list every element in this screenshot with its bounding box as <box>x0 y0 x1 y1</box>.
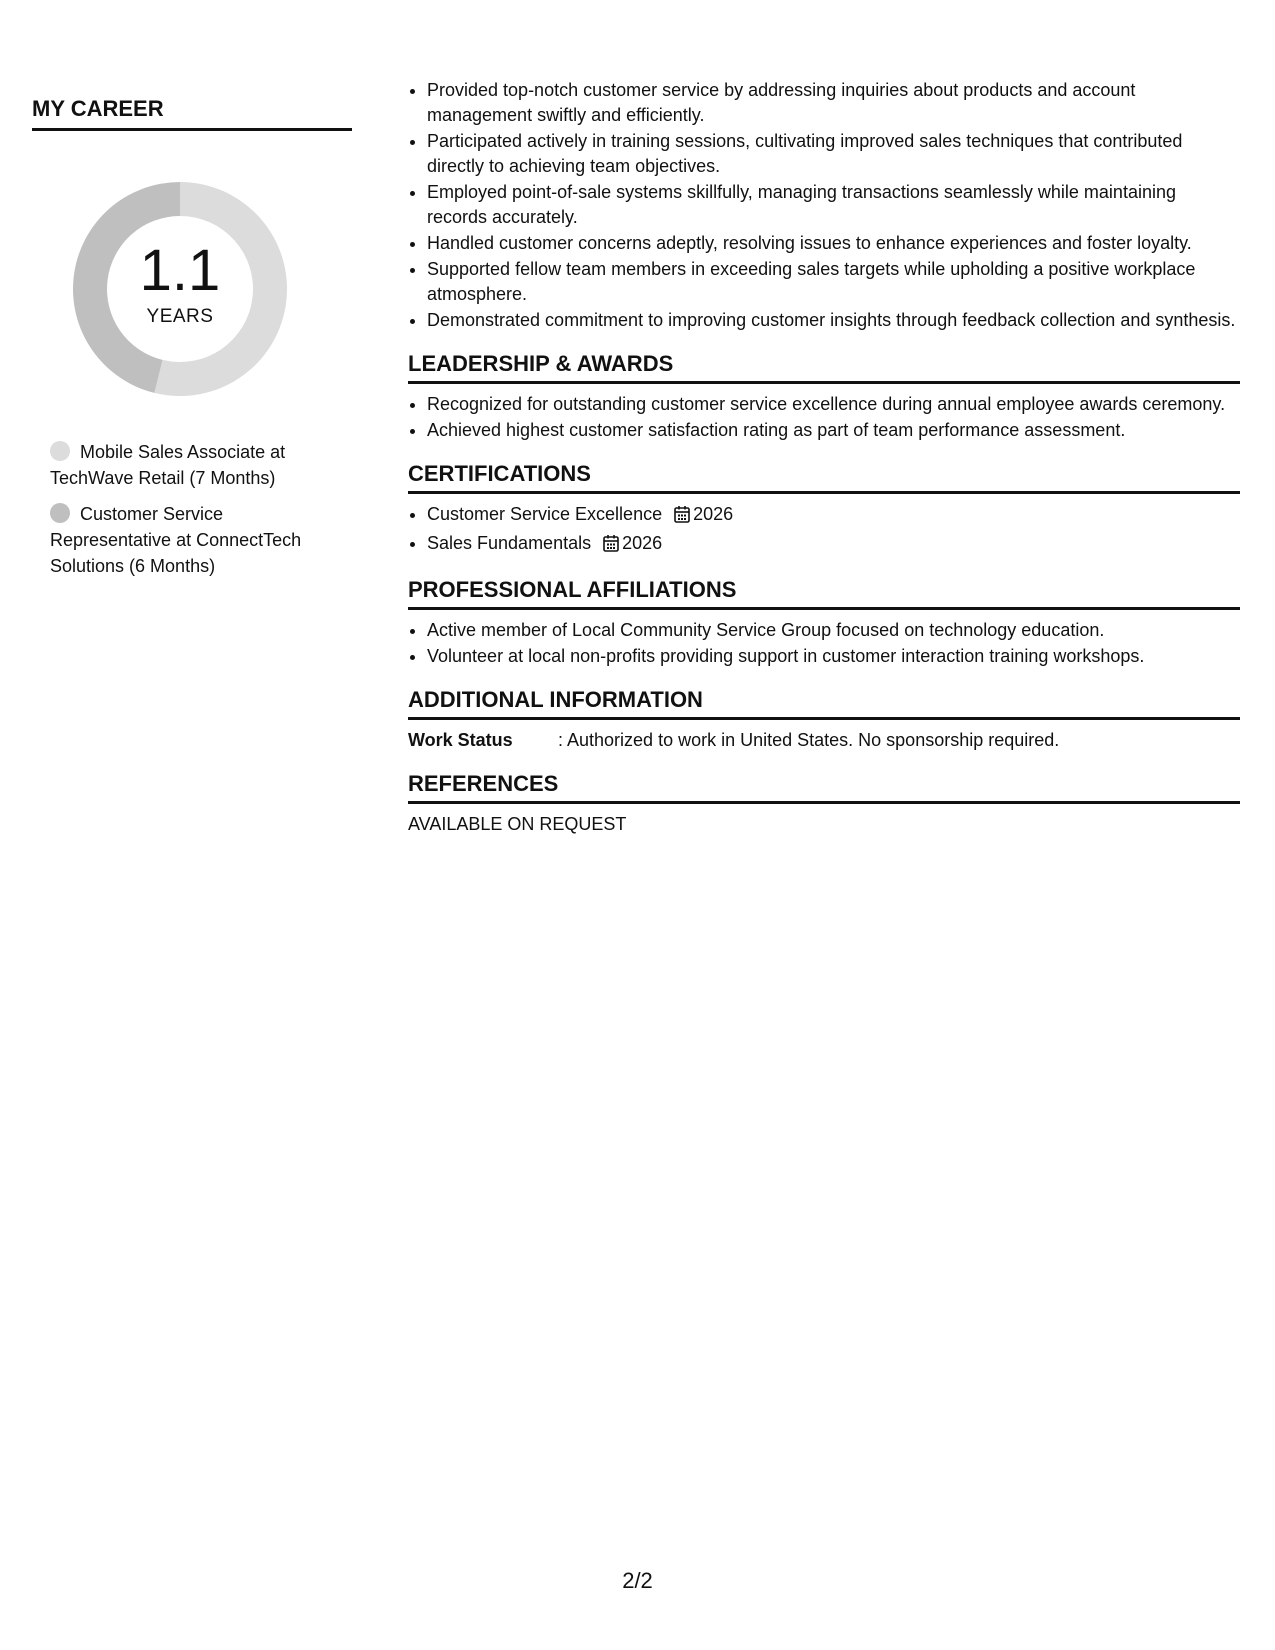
career-legend-item <box>50 501 320 579</box>
affiliation-item: • Active member of Local Community Service Group focused on technology education. <box>427 618 1240 643</box>
calendar-icon <box>674 505 690 530</box>
experience-bullets <box>408 78 1240 333</box>
certification-name: Customer Service Excellence <box>427 504 663 524</box>
career-legend-label: Customer Service Representative at ConnectTech Solutions (6 Months) <box>50 504 302 576</box>
career-donut-chart <box>66 175 294 403</box>
references-heading: REFERENCES <box>408 771 1240 804</box>
main-content <box>408 78 1240 837</box>
leadership-item: • Achieved highest customer satisfaction rating as part of team performance assessment. <box>427 418 1240 443</box>
work-status-label: Work Status <box>408 730 513 750</box>
experience-bullet: • Handled customer concerns adeptly, resolving issues to enhance experiences and foster loyalty. <box>427 231 1240 256</box>
references-text: AVAILABLE ON REQUEST <box>408 814 627 834</box>
experience-bullet: • Demonstrated commitment to improving customer insights through feedback collection and synthesis. <box>427 308 1240 333</box>
experience-bullet: • Employed point-of-sale systems skillfully, managing transactions seamlessly while maintaining records accurately. <box>427 180 1240 230</box>
legend-dot-icon <box>50 503 70 523</box>
career-sidebar <box>32 96 352 589</box>
leadership-heading: LEADERSHIP & AWARDS <box>408 351 1240 384</box>
leadership-list <box>408 392 1240 443</box>
career-legend <box>50 439 320 579</box>
experience-bullet: • Supported fellow team members in exceeding sales targets while upholding a positive workplace atmosphere. <box>427 257 1240 307</box>
certification-item <box>427 531 1240 559</box>
experience-bullet: • Participated actively in training sessions, cultivating improved sales techniques that contributed directly to achieving team objectives. <box>427 129 1240 179</box>
legend-dot-icon <box>50 441 70 461</box>
affiliation-item: • Volunteer at local non-profits providing support in customer interaction training workshops. <box>427 644 1240 669</box>
leadership-item: • Recognized for outstanding customer service excellence during annual employee awards ceremony. <box>427 392 1240 417</box>
certification-year: 2026 <box>622 533 663 553</box>
certification-year: 2026 <box>693 504 734 524</box>
career-total-years: 1.1 <box>139 238 221 303</box>
calendar-icon <box>603 534 619 559</box>
certification-name: Sales Fundamentals <box>427 533 592 553</box>
work-status-value: : Authorized to work in United States. No sponsorship required. <box>558 730 1060 750</box>
career-heading: MY CAREER <box>32 96 352 131</box>
certifications-heading: CERTIFICATIONS <box>408 461 1240 494</box>
affiliations-heading: PROFESSIONAL AFFILIATIONS <box>408 577 1240 610</box>
career-legend-label: Mobile Sales Associate at TechWave Retail (7 Months) <box>50 442 286 488</box>
affiliations-list <box>408 618 1240 669</box>
additional-info-heading: ADDITIONAL INFORMATION <box>408 687 1240 720</box>
career-legend-item <box>50 439 320 491</box>
certifications-list <box>408 502 1240 559</box>
work-status-row <box>408 728 1240 753</box>
donut-center-label <box>66 175 294 403</box>
experience-bullet: • Provided top-notch customer service by addressing inquiries about products and account management swiftly and efficiently. <box>427 78 1240 128</box>
page-number: 2/2 <box>622 1568 653 1593</box>
certification-item <box>427 502 1240 530</box>
career-total-unit: YEARS <box>146 306 214 327</box>
